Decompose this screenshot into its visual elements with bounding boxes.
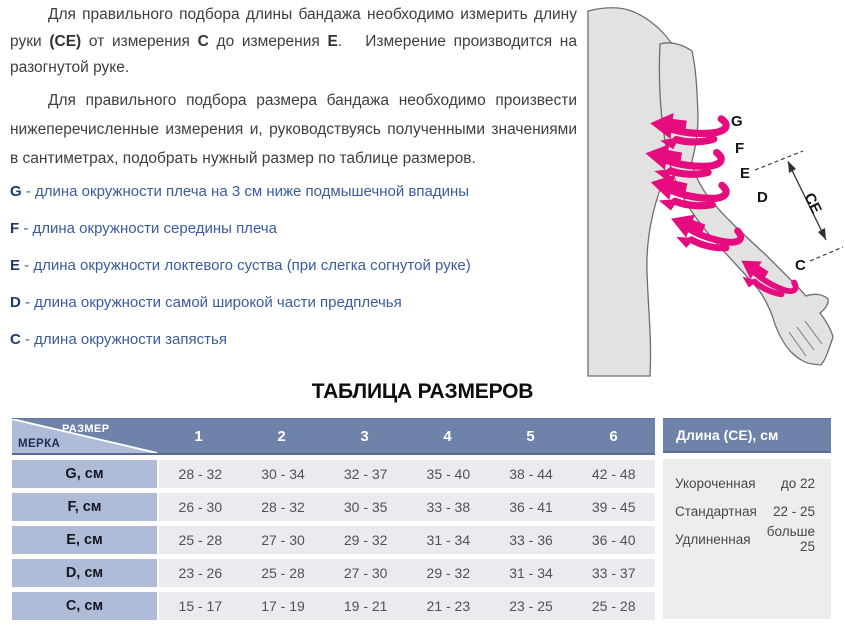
length-value: до 22: [780, 475, 815, 491]
p1-text: от измерения: [81, 32, 198, 50]
intro-text: [10, 2, 577, 358]
size-column-5: 5: [526, 427, 535, 445]
cell: 33 - 37: [591, 565, 636, 581]
row-label: E, см: [12, 526, 157, 554]
cell: 28 - 32: [178, 466, 223, 482]
size-column-4: 4: [443, 427, 452, 445]
row-label: C, см: [12, 592, 157, 620]
length-row-short: [675, 469, 815, 497]
cell: 28 - 32: [261, 499, 305, 515]
length-label: Удлиненная: [675, 531, 751, 547]
cell: 36 - 40: [591, 532, 636, 548]
length-table-body: [663, 459, 831, 619]
arrowhead-top-icon: [788, 161, 796, 173]
cell: 32 - 37: [343, 466, 388, 482]
length-label: Стандартная: [675, 503, 757, 519]
cell: 21 - 23: [426, 598, 471, 614]
table-row-f: [12, 493, 655, 521]
paragraph-length: [10, 2, 577, 82]
cell: 25 - 28: [591, 598, 636, 614]
measurement-letter: E: [10, 256, 21, 274]
p1-bold-c: C: [197, 32, 209, 50]
size-table-header: [12, 418, 655, 455]
p1-bold-ce: (CE): [49, 32, 82, 50]
row-values: [159, 592, 655, 620]
cell: 27 - 30: [343, 565, 388, 581]
measurement-text: - длина окружности середины плеча: [19, 219, 277, 237]
size-column-3: 3: [360, 427, 369, 445]
cell: 31 - 34: [426, 532, 471, 548]
cell: 23 - 25: [509, 598, 553, 614]
length-row-standard: [675, 497, 815, 525]
cell: 30 - 35: [343, 499, 388, 515]
cell: 15 - 17: [178, 598, 223, 614]
measurement-list: [10, 173, 577, 358]
arm-diagram: [585, 0, 845, 378]
measurement-text: - длина окружности самой широкой части предплечья: [20, 293, 402, 311]
cell: 33 - 36: [509, 532, 553, 548]
cell: 33 - 38: [426, 499, 471, 515]
p1-text: . Измерение производится на разогнутой руке.: [10, 32, 577, 76]
diagram-label-e: E: [740, 165, 751, 182]
cell: 31 - 34: [509, 565, 553, 581]
cell: 17 - 19: [261, 598, 305, 614]
measurement-letter: D: [10, 293, 21, 311]
measurement-item-g: [10, 173, 577, 210]
diagram-label-ce: CE: [800, 190, 825, 217]
cell: 39 - 45: [591, 499, 636, 515]
measurement-text: - длина окружности запястья: [20, 330, 227, 348]
row-values: [159, 559, 655, 587]
table-row-e: [12, 526, 655, 554]
size-column-1: 1: [194, 427, 203, 445]
size-table-corner: [12, 419, 157, 453]
length-table: [663, 418, 831, 619]
measurement-text: - длина окружности плеча на 3 см ниже подмышечной впадины: [21, 182, 470, 200]
size-column-6: 6: [609, 427, 618, 445]
cell: 27 - 30: [261, 532, 305, 548]
length-value: 22 - 25: [772, 503, 815, 519]
corner-label-size: РАЗМЕР: [62, 423, 110, 435]
p1-bold-e: E: [327, 32, 338, 50]
measurement-text: - длина окружности локтевого суства (при слегка согнутой руке): [20, 256, 471, 274]
measurement-item-e: [10, 247, 577, 284]
measurement-letter: G: [10, 182, 22, 200]
table-row-g: [12, 460, 655, 488]
cell: 29 - 32: [426, 565, 471, 581]
cell: 19 - 21: [343, 598, 388, 614]
cell: 42 - 48: [591, 466, 636, 482]
measurement-letter: C: [10, 330, 21, 348]
cell: 25 - 28: [261, 565, 305, 581]
row-values: [159, 526, 655, 554]
measurement-item-d: [10, 284, 577, 321]
row-values: [159, 493, 655, 521]
measurement-item-c: [10, 321, 577, 358]
length-label: Укороченная: [675, 475, 756, 491]
measurement-item-f: [10, 210, 577, 247]
table-row-d: [12, 559, 655, 587]
diagram-label-d: D: [757, 189, 768, 206]
dashed-line-e: [755, 151, 803, 170]
length-table-header: Длина (CE), см: [663, 418, 831, 453]
row-values: [159, 460, 655, 488]
arrowhead-bottom-icon: [818, 228, 826, 240]
table-row-c: [12, 592, 655, 620]
cell: 36 - 41: [509, 499, 553, 515]
dashed-line-c: [810, 247, 843, 261]
cell: 35 - 40: [426, 466, 471, 482]
cell: 30 - 34: [261, 466, 305, 482]
measurement-letter: F: [10, 219, 20, 237]
cell: 23 - 26: [178, 565, 223, 581]
diagram-label-g: G: [731, 113, 743, 130]
cell: 26 - 30: [178, 499, 223, 515]
p1-text: до измерения: [208, 32, 328, 50]
diagram-label-c: C: [795, 257, 806, 274]
size-table-title: ТАБЛИЦА РАЗМЕРОВ: [311, 380, 534, 403]
cell: 38 - 44: [509, 466, 553, 482]
size-column-2: 2: [277, 427, 286, 445]
cell: 29 - 32: [343, 532, 388, 548]
length-row-long: [675, 525, 815, 553]
size-table: [12, 418, 655, 620]
row-label: D, см: [12, 559, 157, 587]
length-value: больше 25: [766, 524, 815, 554]
p1-text: Для правильного подбора длины бандажа необходимо измерить длину руки: [10, 6, 577, 50]
size-columns: [157, 419, 655, 453]
row-label: G, см: [12, 460, 157, 488]
paragraph-size: Для правильного подбора размера бандажа необходимо произвести нижеперечисленные измерения и, руководствуясь полученными значениями в сантиметрах, подобрать нужный размер по таблице размеров.: [10, 91, 577, 167]
diagram-label-f: F: [735, 140, 745, 157]
cell: 25 - 28: [178, 532, 223, 548]
corner-label-measure: МЕРКА: [18, 438, 61, 450]
row-label: F, см: [12, 493, 157, 521]
